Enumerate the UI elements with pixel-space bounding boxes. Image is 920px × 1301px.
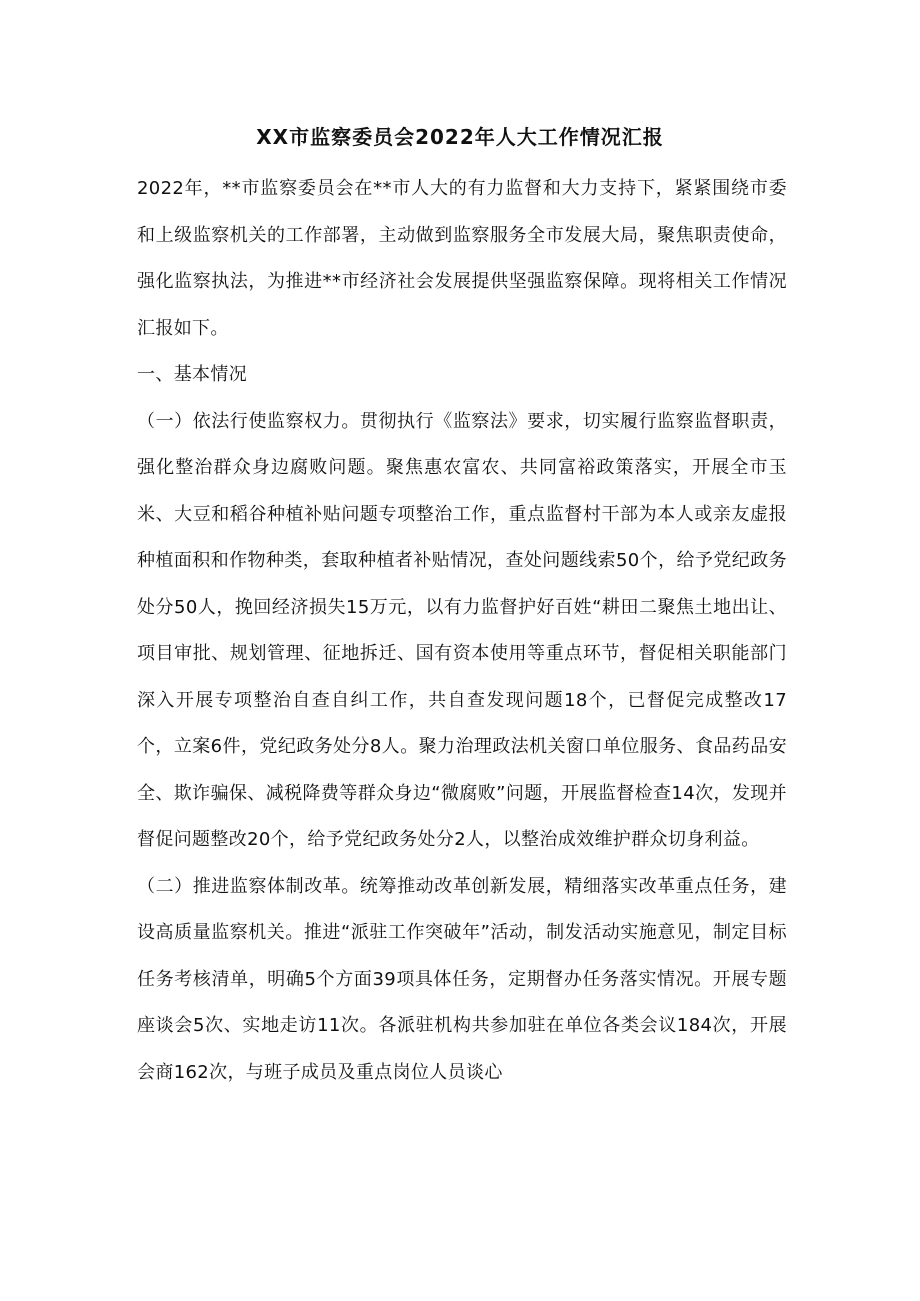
- intro-paragraph: 2022年，**市监察委员会在**市人大的有力监督和大力支持下，紧紧围绕市委和上级监察机关的工作部署，主动做到监察服务全市发展大局，聚焦职责使命，强化监察执法，为推进**市经济社会发展提供坚强监察保障。现将相关工作情况汇报如下。: [137, 178, 787, 339]
- document-body: [137, 166, 787, 1096]
- document-title: XX市监察委员会2022年人大工作情况汇报: [256, 125, 664, 149]
- section-heading-basic: 一、基本情况: [137, 364, 248, 385]
- paragraph-system-reform: （二）推进监察体制改革。统筹推动改革创新发展，精细落实改革重点任务，建设高质量监察机关。推进“派驻工作突破年”活动，制发活动实施意见，制定目标任务考核清单，明确5个方面39项具体任务，定期督办任务落实情况。开展专题座谈会5次、实地走访11次。各派驻机构共参加驻在单位各类会议184次，开展会商162次，与班子成员及重点岗位人员谈心: [137, 875, 787, 1083]
- paragraph-supervision-power: （一）依法行使监察权力。贯彻执行《监察法》要求，切实履行监察监督职责，强化整治群众身边腐败问题。聚焦惠农富农、共同富裕政策落实，开展全市玉米、大豆和稻谷种植补贴问题专项整治工作，重点监督村干部为本人或亲友虚报种植面积和作物种类，套取种植者补贴情况，查处问题线索50个，给予党纪政务处分50人，挽回经济损失15万元，以有力监督护好百姓“耕田二聚焦土地出让、项目审批、规划管理、征地拆迁、国有资本使用等重点环节，督促相关职能部门深入开展专项整治自查自纠工作，共自查发现问题18个，已督促完成整改17个，立案6件，党纪政务处分8人。聚力治理政法机关窗口单位服务、食品药品安全、欺诈骗保、减税降费等群众身边“微腐败”问题，开展监督检查14次，发现并督促问题整改20个，给予党纪政务处分2人，以整治成效维护群众切身利益。: [137, 410, 787, 850]
